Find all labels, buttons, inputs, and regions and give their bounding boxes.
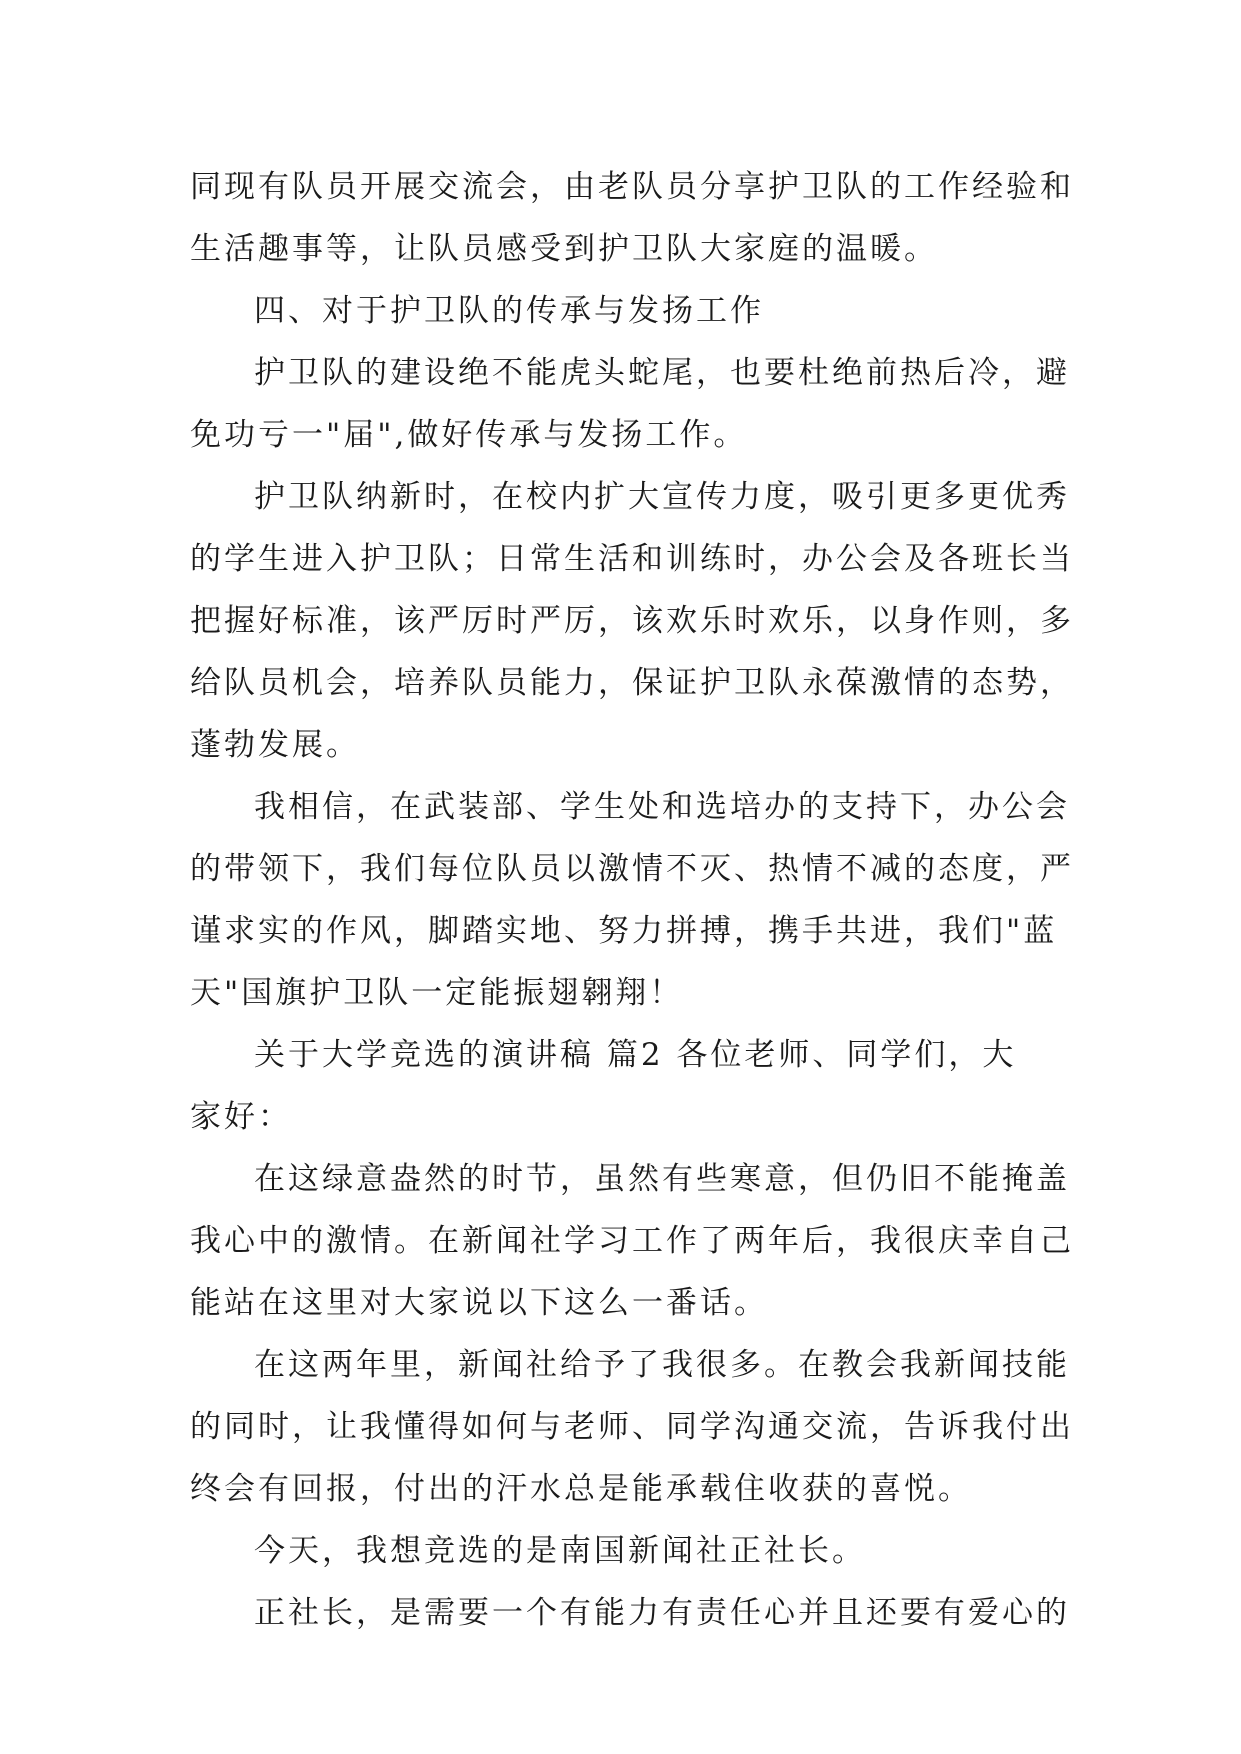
text-line: 今天，我想竞选的是南国新闻社正社长。	[254, 1533, 866, 1569]
text-line: 同现有队员开展交流会，由老队员分享护卫队的工作经验和	[190, 169, 1074, 205]
text-line: 谨求实的作风，脚踏实地、努力拼搏，携手共进，我们"蓝	[190, 913, 1058, 949]
text-line: 天"国旗护卫队一定能振翅翱翔！	[190, 975, 684, 1011]
document-body	[190, 156, 1074, 1644]
text-line: 终会有回报，付出的汗水总是能承载住收获的喜悦。	[190, 1471, 972, 1507]
text-line: 的带领下，我们每位队员以激情不灭、热情不减的态度，严	[190, 851, 1074, 887]
text-line: 护卫队的建设绝不能虎头蛇尾，也要杜绝前热后冷，避	[254, 355, 1070, 391]
speech-title-line: 关于大学竞选的演讲稿 篇2 各位老师、同学们，大	[254, 1037, 1017, 1073]
text-line: 我心中的激情。在新闻社学习工作了两年后，我很庆幸自己	[190, 1223, 1074, 1259]
text-line: 在这绿意盎然的时节，虽然有些寒意，但仍旧不能掩盖	[254, 1161, 1070, 1197]
text-line: 能站在这里对大家说以下这么一番话。	[190, 1285, 768, 1321]
text-line: 护卫队纳新时，在校内扩大宣传力度，吸引更多更优秀	[254, 479, 1070, 515]
text-line: 给队员机会，培养队员能力，保证护卫队永葆激情的态势，	[190, 665, 1074, 701]
text-line: 家好：	[190, 1099, 292, 1135]
text-line: 的学生进入护卫队；日常生活和训练时，办公会及各班长当	[190, 541, 1074, 577]
text-line: 免功亏一"届",做好传承与发扬工作。	[190, 417, 748, 453]
text-line: 正社长，是需要一个有能力有责任心并且还要有爱心的	[254, 1595, 1070, 1631]
text-line: 生活趣事等，让队员感受到护卫队大家庭的温暖。	[190, 231, 938, 267]
text-line: 蓬勃发展。	[190, 727, 360, 763]
text-line: 我相信，在武装部、学生处和选培办的支持下，办公会	[254, 789, 1070, 825]
text-line: 在这两年里，新闻社给予了我很多。在教会我新闻技能	[254, 1347, 1070, 1383]
text-line: 把握好标准，该严厉时严厉，该欢乐时欢乐，以身作则，多	[190, 603, 1074, 639]
section-heading: 四、对于护卫队的传承与发扬工作	[254, 293, 764, 329]
text-line: 的同时，让我懂得如何与老师、同学沟通交流，告诉我付出	[190, 1409, 1074, 1445]
